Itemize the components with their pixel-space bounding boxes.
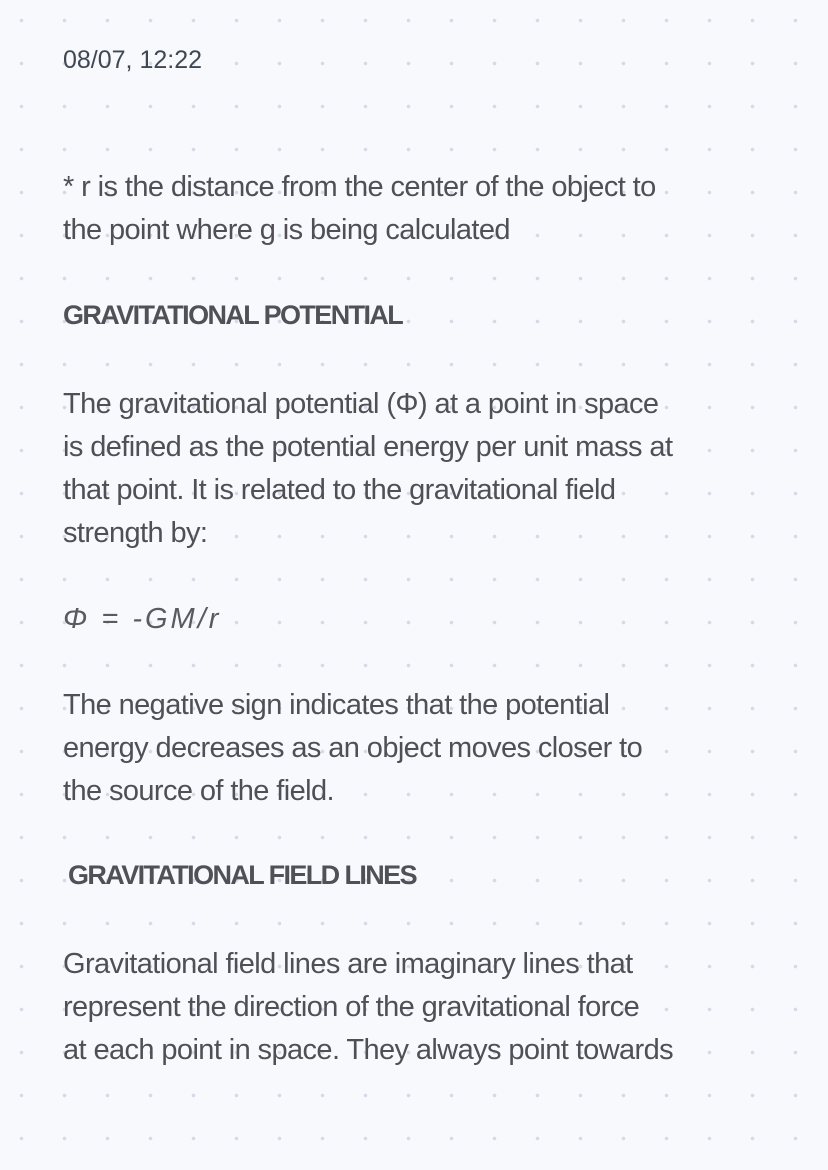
paragraph-line: the source of the field. — [63, 775, 334, 807]
section-heading: GRAVITATIONAL POTENTIAL — [63, 300, 403, 330]
formula: Φ = -GM/r — [63, 603, 222, 635]
section-heading: GRAVITATIONAL FIELD LINES — [68, 860, 416, 890]
note-timestamp: 08/07, 12:22 — [63, 46, 203, 74]
paragraph-line: The gravitational potential (Φ) at a point in space — [63, 388, 659, 420]
paragraph-line: that point. It is related to the gravitational field — [63, 474, 616, 506]
paragraph-line: is defined as the potential energy per unit mass at — [63, 431, 673, 463]
note-text: * r is the distance from the center of the object to — [63, 171, 656, 203]
paragraph-line: energy decreases as an object moves closer to — [63, 732, 643, 764]
paragraph-line: represent the direction of the gravitational force — [63, 991, 640, 1023]
paragraph-line: strength by: — [63, 517, 208, 549]
paragraph-line: at each point in space. They always point towards — [63, 1034, 674, 1066]
note-text: the point where g is being calculated — [63, 214, 510, 246]
paragraph-line: Gravitational field lines are imaginary lines that — [63, 948, 633, 980]
paragraph-line: The negative sign indicates that the potential — [63, 689, 610, 721]
